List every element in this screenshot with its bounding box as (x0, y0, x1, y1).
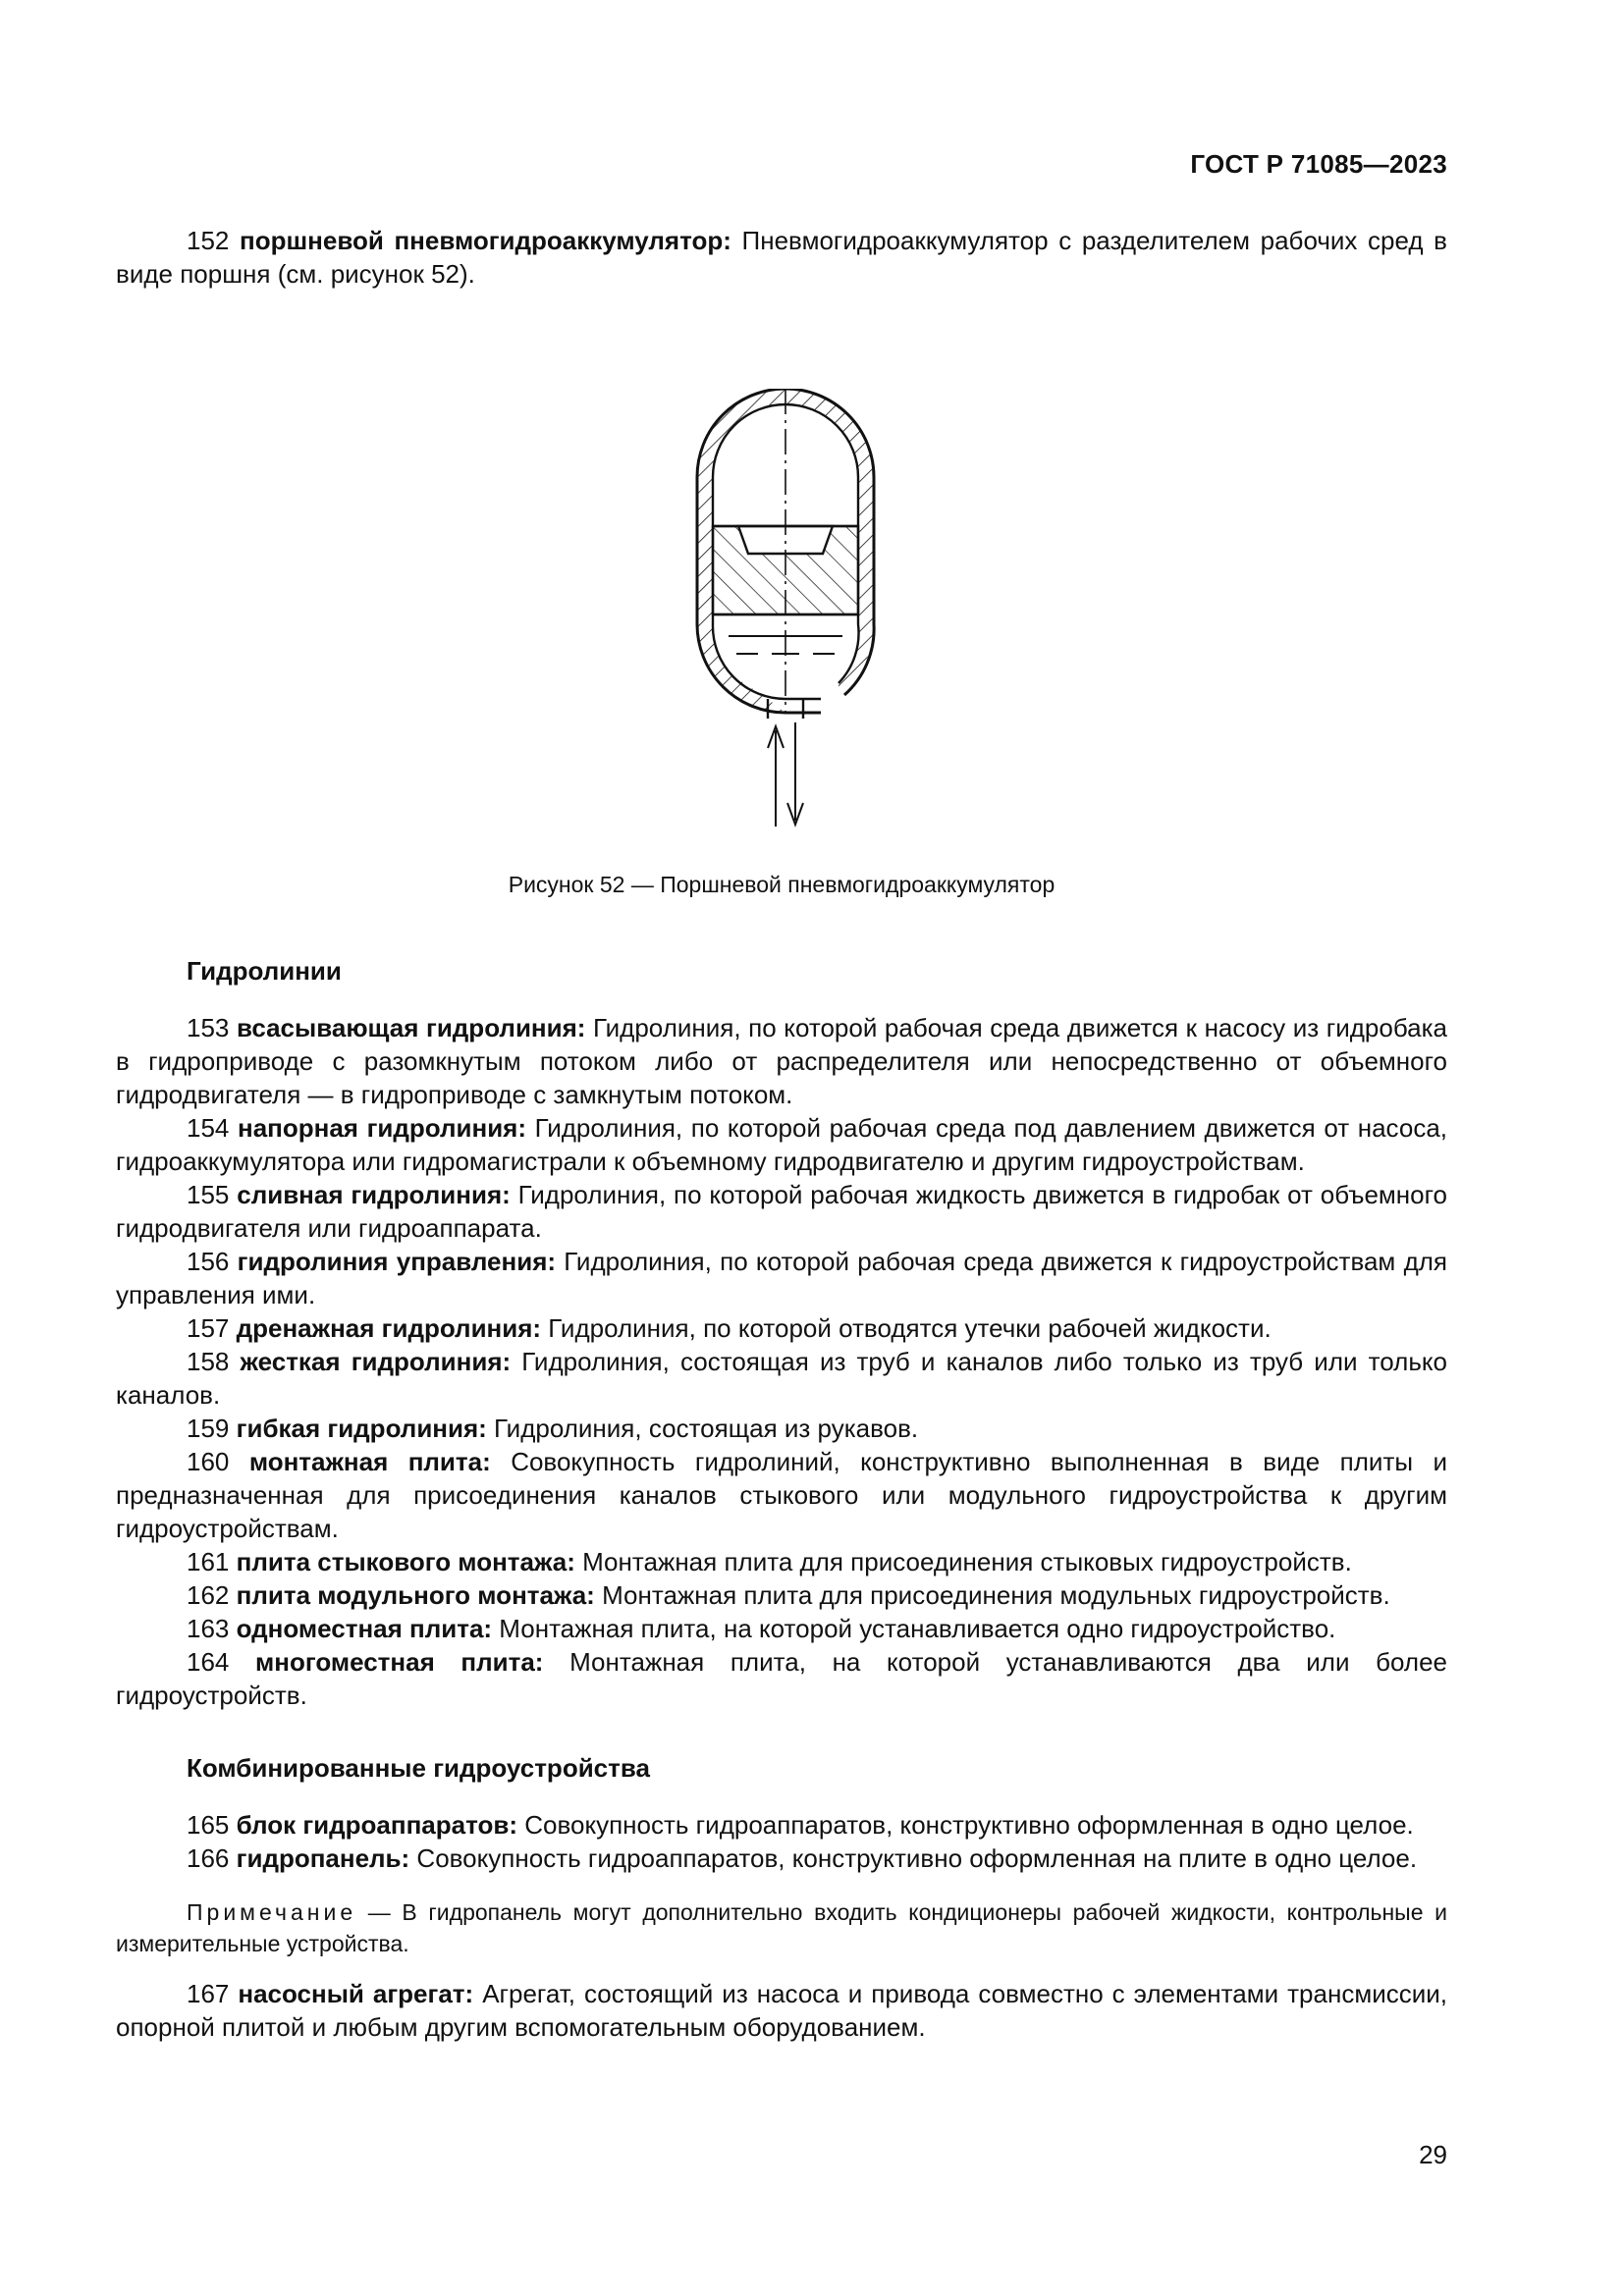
section-title-hydrolines: Гидролинии (187, 956, 342, 986)
entry-162: 162 плита модульного монтажа: Монтажная плита для присоединения модульных гидроустройств. (187, 1580, 1390, 1610)
figure-52 (116, 291, 1447, 870)
entry-166: 166 гидропанель: Совокупность гидроаппаратов, конструктивно оформленная на плите в одно целое. (187, 1843, 1418, 1873)
entry-161: 161 плита стыкового монтажа: Монтажная плита для присоединения стыковых гидроустройств. (187, 1547, 1352, 1576)
entry-term: поршневой пневмогидроаккумулятор: (240, 226, 731, 255)
entry-156: 156 гидролиния управления: Гидролиния, по которой рабочая среда движется к гидроустройствам для управления ими. (116, 1247, 1447, 1309)
document-code: ГОСТ Р 71085—2023 (1190, 149, 1447, 179)
note-text: — В гидропанель могут дополнительно входить кондиционеры рабочей жидкости, контрольные и измерительные устройства. (116, 1899, 1447, 1956)
entry-155: 155 сливная гидролиния: Гидролиния, по которой рабочая жидкость движется в гидробак от объемного гидродвигателя или гидроаппарата. (116, 1180, 1448, 1243)
note-label: Примечание (187, 1899, 357, 1925)
entry-167: 167 насосный агрегат: Агрегат, состоящий из насоса и привода совместно с элементами трансмиссии, опорной плитой и любым другим вспомогательным оборудованием. (116, 1979, 1447, 2042)
piston-accumulator-drawing (685, 389, 980, 840)
section-title-combined: Комбинированные гидроустройства (187, 1753, 650, 1783)
entry-165: 165 блок гидроаппаратов: Совокупность гидроаппаратов, конструктивно оформленная в одно целое. (187, 1810, 1414, 1840)
page-number: 29 (1419, 2140, 1447, 2169)
entry-159: 159 гибкая гидролиния: Гидролиния, состоящая из рукавов. (187, 1414, 919, 1443)
entry-157: 157 дренажная гидролиния: Гидролиния, по которой отводятся утечки рабочей жидкости. (187, 1313, 1272, 1343)
entry-number: 152 (187, 226, 230, 255)
entry-152 (116, 224, 1447, 291)
page-body (116, 224, 1447, 2044)
entry-163: 163 одноместная плита: Монтажная плита, на которой устанавливается одно гидроустройство. (187, 1614, 1336, 1643)
entry-158: 158 жесткая гидролиния: Гидролиния, состоящая из труб и каналов либо только из труб или только каналов. (116, 1347, 1448, 1410)
entry-164: 164 многоместная плита: Монтажная плита, на которой устанавливаются два или более гидроустройств. (116, 1647, 1447, 1710)
figure-caption: Рисунок 52 — Поршневой пневмогидроаккумулятор (508, 872, 1056, 897)
entry-definition: Пневмогидроаккумулятор с разделителем рабочих сред в виде поршня (см. рисунок 52). (116, 226, 1447, 289)
entry-153: 153 всасывающая гидролиния: Гидролиния, по которой рабочая среда движется к насосу из гидробака в гидроприводе с разомкнутым потоком либо от распределителя или непосредственно от объемного гидродвигателя — в гидроприводе с замкнутым потоком. (116, 1013, 1448, 1109)
note (116, 1896, 1447, 1959)
entry-160: 160 монтажная плита: Совокупность гидролиний, конструктивно выполненная в виде плиты и предназначенная для присоединения каналов стыкового или модульного гидроустройства к другим гидроустройствам. (116, 1447, 1447, 1543)
entry-154: 154 напорная гидролиния: Гидролиния, по которой рабочая среда под давлением движется от насоса, гидроаккумулятора или гидромагистрали к объемному гидродвигателю и другим гидроустройствам. (116, 1113, 1447, 1176)
section-hydrolines-entries (116, 1011, 1447, 1712)
